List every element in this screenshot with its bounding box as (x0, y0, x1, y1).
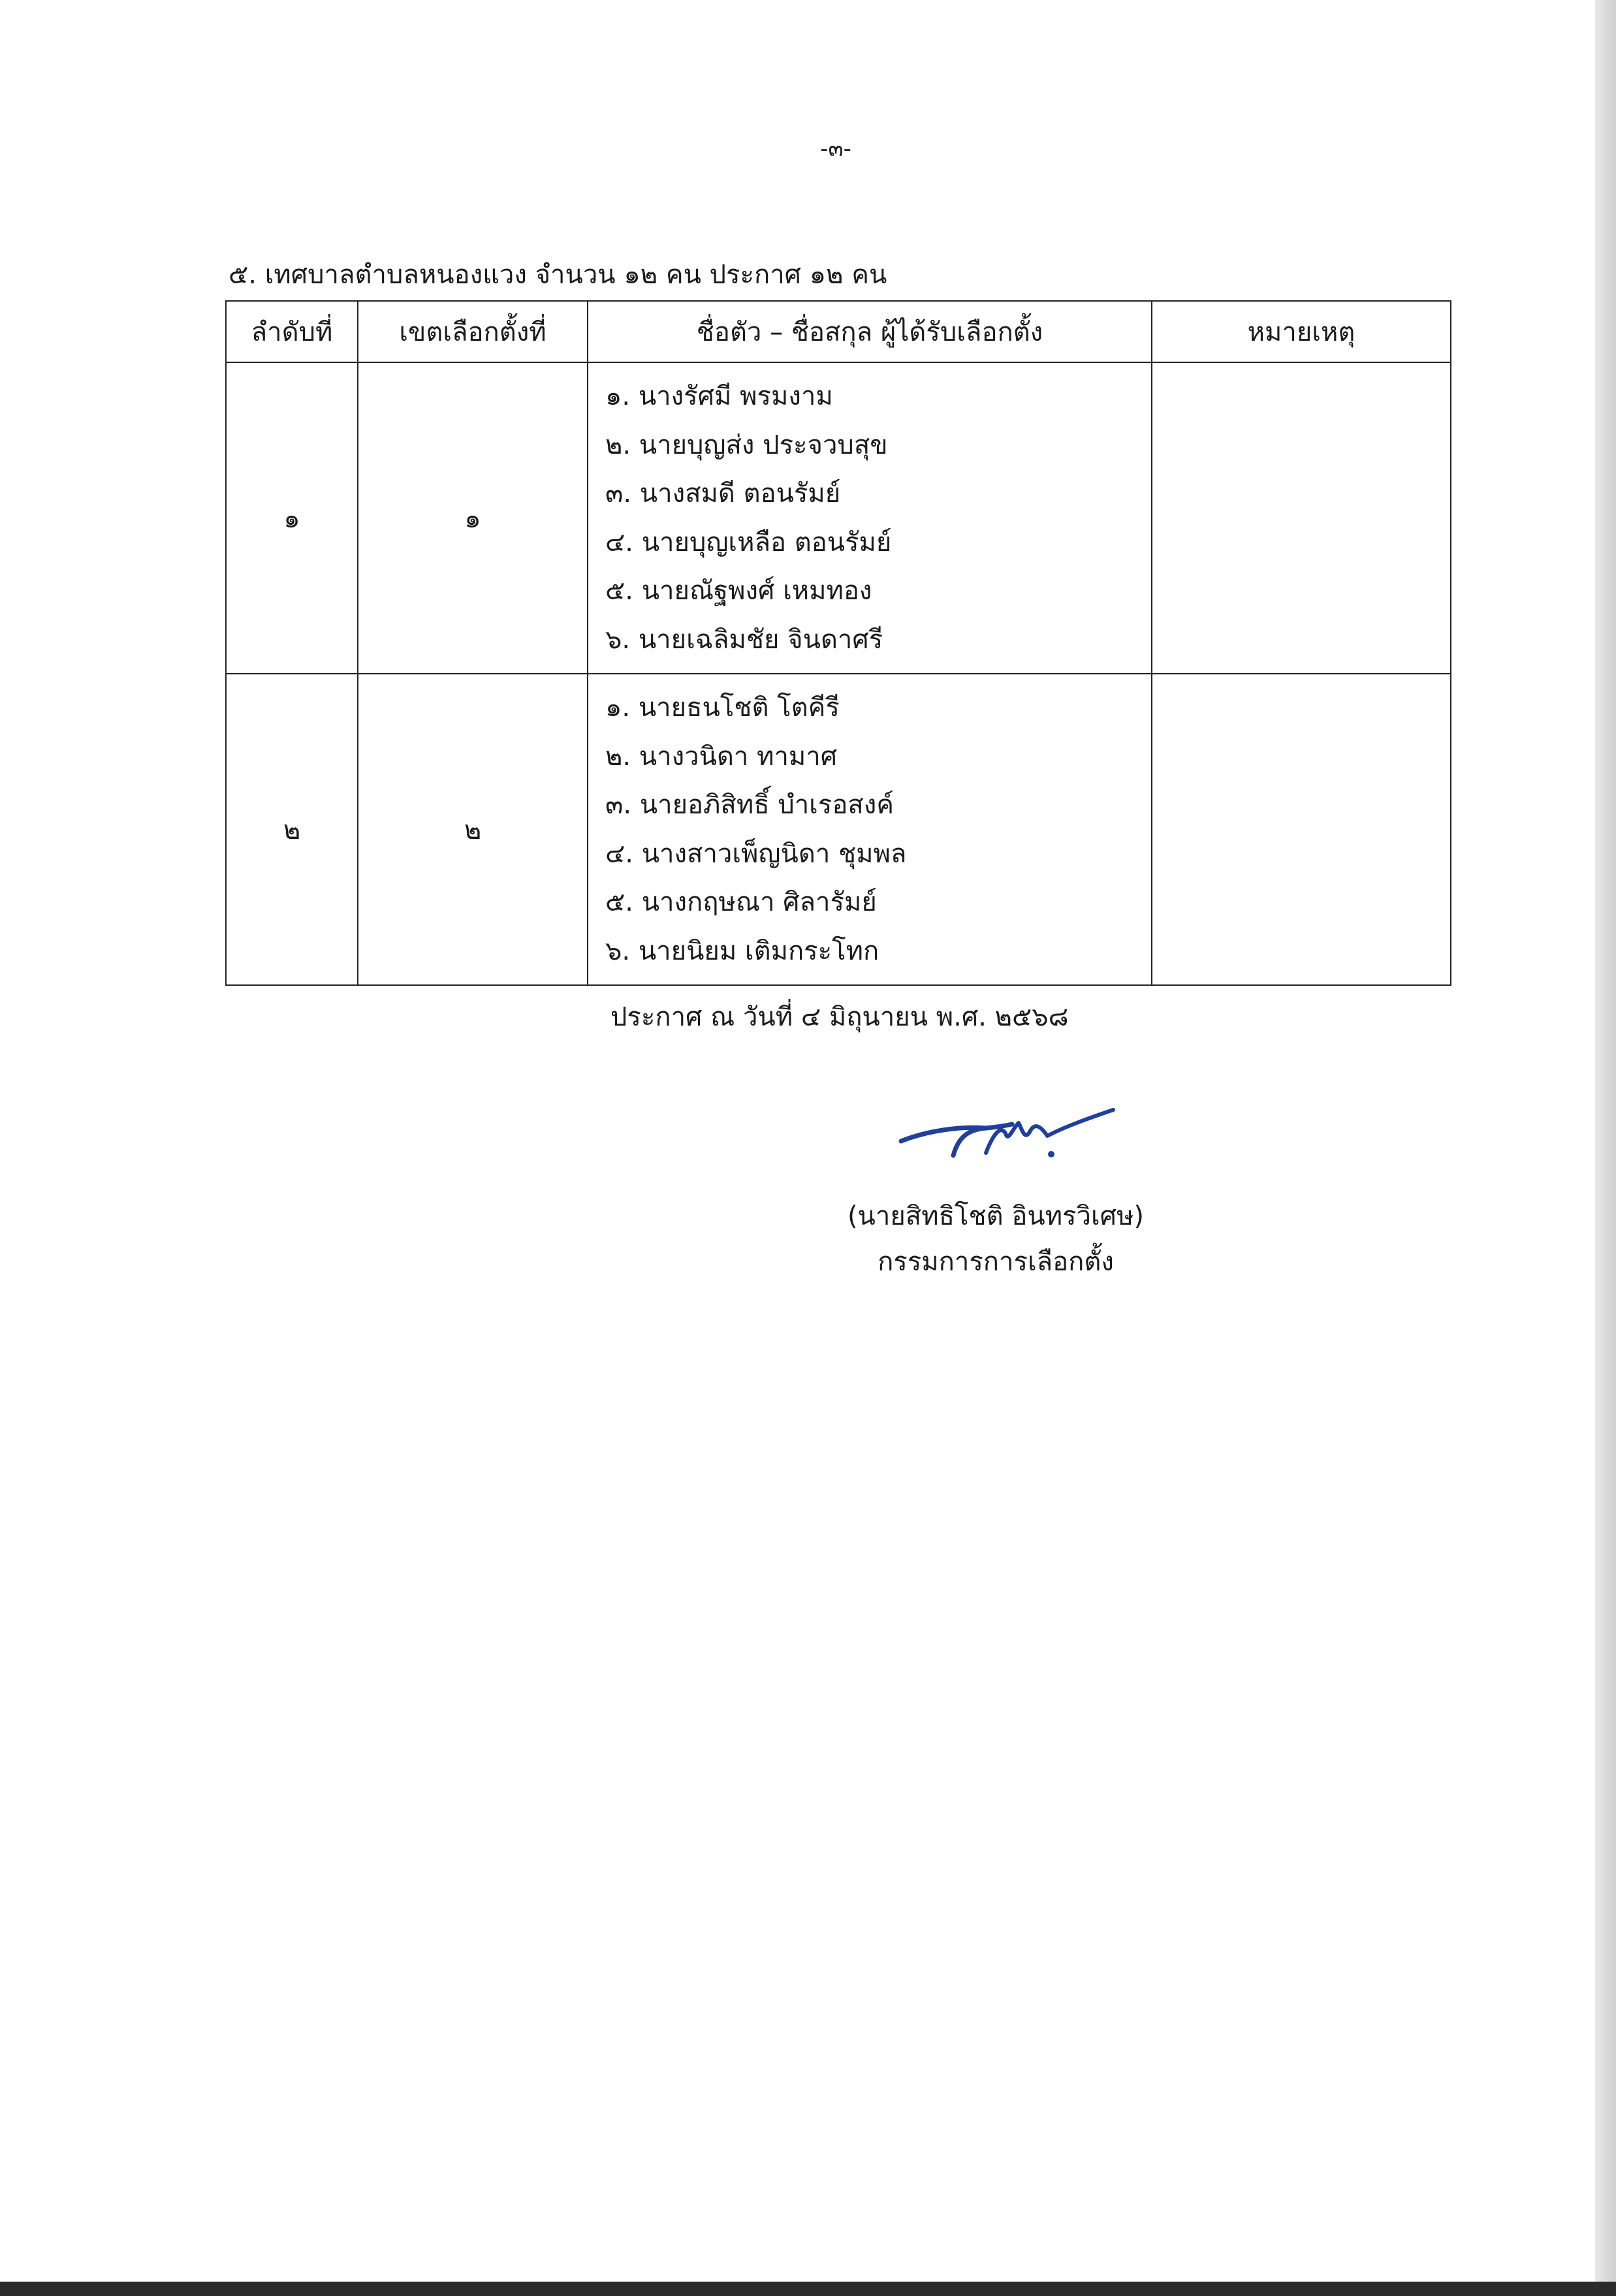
signer-title: กรรมการการเลือกตั้ง (878, 1247, 1114, 1277)
row-names (588, 362, 1152, 674)
elected-name: ๔. นางสาวเพ็ญนิดา ชุมพล (605, 838, 907, 869)
table-header-row (226, 301, 1451, 362)
signature-dot (1048, 1151, 1054, 1157)
results-table (225, 300, 1451, 986)
header-remark: หมายเหตุ (1152, 301, 1451, 362)
row-seq: ๑ (226, 362, 358, 674)
row-district: ๒ (358, 674, 588, 985)
section-title: ๕. เทศบาลตำบลหนองแวง จำนวน ๑๒ คน ประกาศ ๑๒ คน (229, 260, 887, 290)
row-remark (1152, 362, 1451, 674)
elected-name: ๕. นางกฤษณา ศิลารัมย์ (605, 887, 877, 917)
scan-edge-bottom (0, 2282, 1616, 2296)
signature-stroke (901, 1124, 1012, 1156)
elected-name: ๓. นางสมดี ตอนรัมย์ (605, 479, 841, 509)
signature-image (888, 1090, 1123, 1175)
table-row (226, 362, 1451, 674)
scan-edge-right (1595, 0, 1616, 2296)
elected-name-list (588, 674, 1151, 984)
header-district: เขตเลือกตั้งที่ (358, 301, 588, 362)
elected-name-list (588, 363, 1151, 673)
elected-name: ๖. นายนิยม เติมกระโทก (605, 936, 879, 966)
row-remark (1152, 674, 1451, 985)
elected-name: ๒. นายบุญส่ง ประจวบสุข (605, 430, 888, 460)
header-names: ชื่อตัว – ชื่อสกุล ผู้ได้รับเลือกตั้ง (588, 301, 1152, 362)
table-row (226, 674, 1451, 985)
elected-name: ๓. นายอภิสิทธิ์ บำเรอสงค์ (605, 790, 895, 820)
announcement-date: ประกาศ ณ วันที่ ๔ มิถุนายน พ.ศ. ๒๕๖๘ (610, 1002, 1069, 1032)
elected-name: ๔. นายบุญเหลือ ตอนรัมย์ (605, 527, 892, 558)
row-names (588, 674, 1152, 985)
elected-name: ๕. นายณัฐพงศ์ เหมทอง (605, 576, 872, 606)
signer-name: (นายสิทธิโชติ อินทรวิเศษ) (847, 1201, 1145, 1231)
elected-name: ๒. นางวนิดา ทามาศ (605, 741, 838, 772)
elected-name: ๑. นายธนโชติ โตคีรี (605, 693, 840, 723)
header-seq: ลำดับที่ (226, 301, 358, 362)
elected-name: ๑. นางรัศมี พรมงาม (605, 381, 833, 411)
row-seq: ๒ (226, 674, 358, 985)
page-number: -๓- (820, 136, 851, 162)
elected-name: ๖. นายเฉลิมชัย จินดาศรี (605, 624, 883, 655)
signature-stroke (986, 1110, 1113, 1153)
row-district: ๑ (358, 362, 588, 674)
